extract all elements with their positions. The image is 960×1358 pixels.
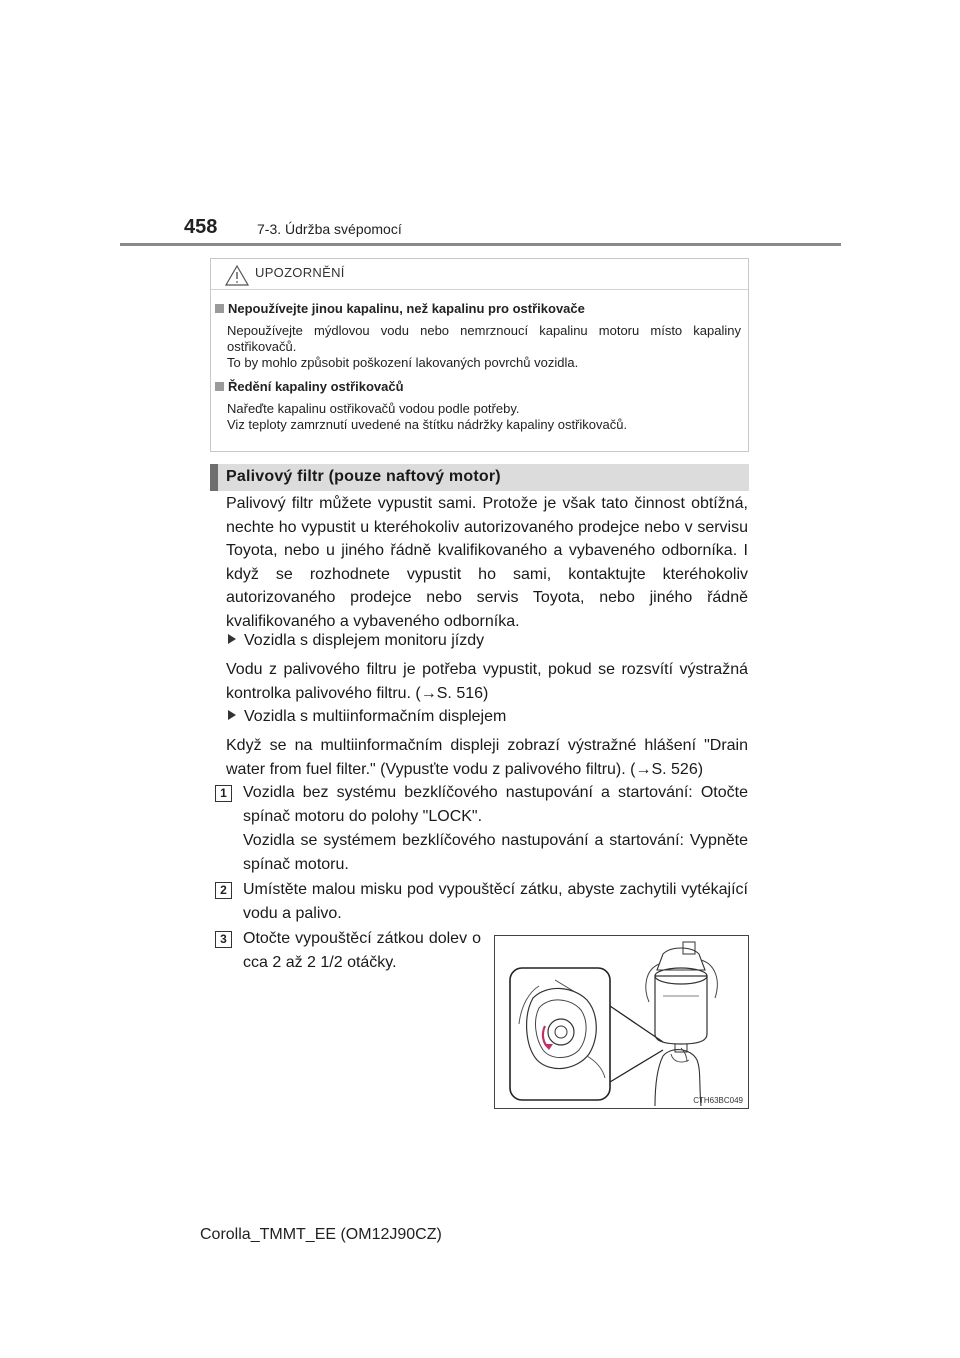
warning-section-title: Nepoužívejte jinou kapalinu, než kapalinu pro ostřikovače xyxy=(215,301,585,316)
warning-section-body: Nepoužívejte mýdlovou vodu nebo nemrznoucí kapalinu motoru místo kapaliny ostřikovačů. To by mohlo způsobit poškození lakovaných povrchů vozidla. xyxy=(227,323,741,370)
fuel-filter-illustration xyxy=(494,935,749,1109)
header-rule xyxy=(120,243,841,246)
step-text: Umístěte malou misku pod vypouštěcí zátku, abyste zachytili vytékající vodu a palivo. xyxy=(243,881,748,922)
square-bullet-icon xyxy=(215,304,224,313)
triangle-bullet-icon xyxy=(228,634,236,644)
step-text: Otočte vypouštěcí zátkou dolev o cca 2 až 2 1/2 otáčky. xyxy=(243,930,481,971)
chapter-title: 7-3. Údržba svépomocí xyxy=(257,221,402,237)
square-bullet-icon xyxy=(215,382,224,391)
intro-paragraph: Palivový filtr můžete vypustit sami. Protože je však tato činnost obtížná, nechte ho vypustit u kteréhokoliv autorizovaného prodejce nebo v servisu Toyota, nebo u jiného řádně kvalifikovaného a vybaveného odborníka. I když se rozhodnete vypustit ho sami, kontaktujte kteréhokoliv autorizovaného prodejce nebo servis Toyota, nebo jiného řádně kvalifikovaného a vybaveného odborníka. xyxy=(226,495,748,630)
step-text: Vozidla se systémem bezklíčového nastupování a startování: Vypněte spínač motoru. xyxy=(243,832,748,873)
step-number: 2 xyxy=(215,882,232,899)
fuel-filter-drawing xyxy=(495,936,748,1108)
triangle-bullet-icon xyxy=(228,710,236,720)
case-text: Vodu z palivového filtru je potřeba vypustit, pokud se rozsvítí výstražná kontrolka palivového filtru. (→S. 516) xyxy=(226,661,748,702)
warning-box xyxy=(210,258,749,452)
step-number: 3 xyxy=(215,931,232,948)
warning-title: UPOZORNĚNÍ xyxy=(255,265,345,280)
footer-manual-code: Corolla_TMMT_EE (OM12J90CZ) xyxy=(200,1226,442,1243)
section-heading xyxy=(210,464,749,491)
warning-section-body: Nařeďte kapalinu ostřikovačů vodou podle potřeby. Viz teploty zamrznutí uvedené na štítku nádržky kapaliny ostřikovačů. xyxy=(227,401,628,432)
case-heading: Vozidla s multiinformačním displejem xyxy=(226,708,506,726)
section-heading-text: Palivový filtr (pouze naftový motor) xyxy=(226,468,501,485)
page-number: 458 xyxy=(184,216,218,238)
warning-section-title: Ředění kapaliny ostřikovačů xyxy=(215,379,404,394)
figure-code: CTH63BC049 xyxy=(693,1096,743,1105)
section-heading-accent xyxy=(210,464,218,491)
step-text: Vozidla bez systému bezklíčového nastupování a startování: Otočte spínač motoru do polohy "LOCK". xyxy=(243,784,748,825)
warning-triangle-icon xyxy=(225,265,249,286)
case-text: Když se na multiinformačním displeji zobrazí výstražné hlášení "Drain water from fuel filter." (Vypusťte vodu z palivového filtru). (→S. 526) xyxy=(226,737,748,778)
warning-header xyxy=(211,259,748,290)
step-number: 1 xyxy=(215,785,232,802)
case-heading: Vozidla s displejem monitoru jízdy xyxy=(226,632,484,650)
